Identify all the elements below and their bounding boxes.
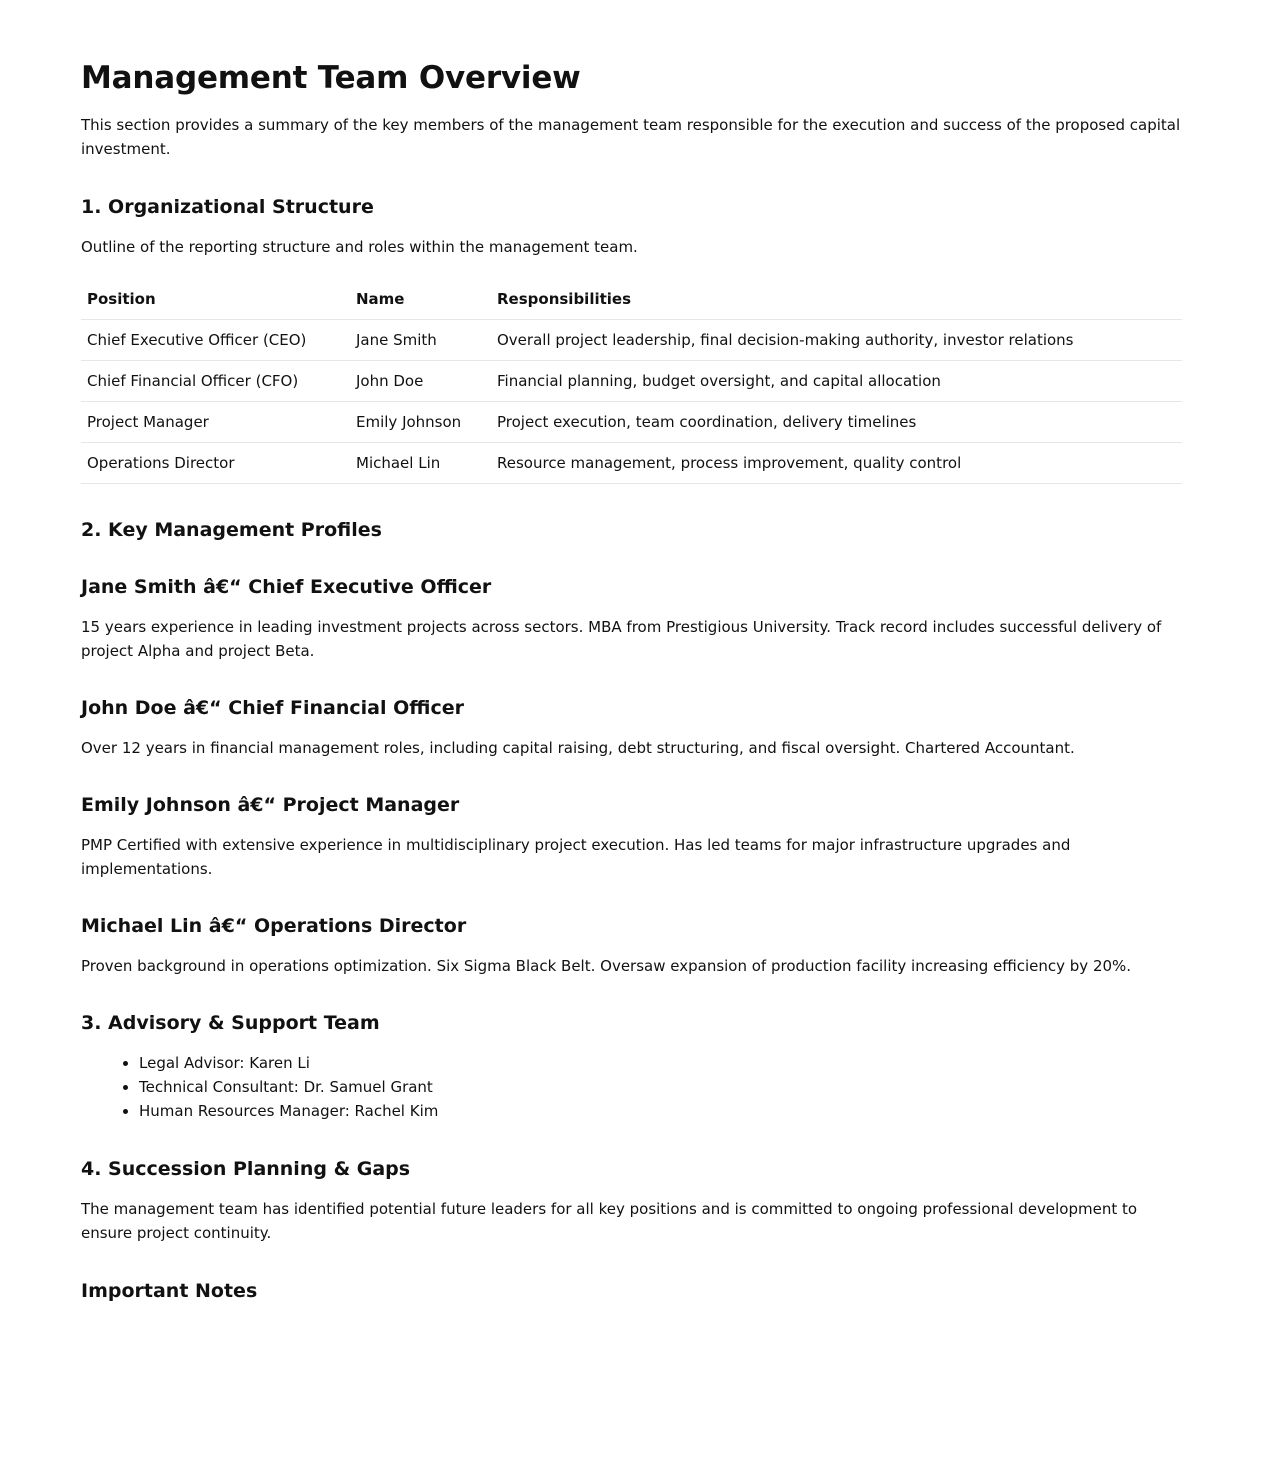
advisory-list: [81, 1051, 1182, 1123]
column-header-position: Position: [81, 279, 350, 320]
profile-text-emily-johnson: PMP Certified with extensive experience in multidisciplinary project execution. Has led teams for major infrastructure upgrades and implementations.: [81, 836, 1071, 879]
table-row: [81, 320, 1182, 361]
list-item: • Technical Consultant: Dr. Samuel Grant: [139, 1075, 1182, 1099]
list-item: • Legal Advisor: Karen Li: [139, 1051, 1182, 1075]
table-row: [81, 361, 1182, 402]
cell-name: Jane Smith: [350, 320, 491, 361]
table-row: [81, 402, 1182, 443]
page-title: Management Team Overview: [81, 60, 581, 96]
cell-responsibilities: Resource management, process improvement, quality control: [491, 443, 1182, 484]
column-header-name: Name: [350, 279, 491, 320]
column-header-responsibilities: Responsibilities: [491, 279, 1182, 320]
table-header-row: [81, 279, 1182, 320]
section-heading-important-notes: Important Notes: [81, 1280, 258, 1303]
org-structure-table: [81, 279, 1182, 484]
profile-title-emily-johnson: Emily Johnson â€“ Project Manager: [81, 794, 460, 817]
profile-text-john-doe: Over 12 years in financial management roles, including capital raising, debt structuring, and fiscal oversight. Chartered Accountant.: [81, 739, 1075, 758]
cell-responsibilities: Financial planning, budget oversight, and capital allocation: [491, 361, 1182, 402]
section-heading-key-profiles: 2. Key Management Profiles: [81, 519, 382, 542]
intro-paragraph: This section provides a summary of the key members of the management team responsible for the execution and success of the proposed capital investment.: [81, 116, 1181, 159]
cell-responsibilities: Project execution, team coordination, delivery timelines: [491, 402, 1182, 443]
cell-name: Michael Lin: [350, 443, 491, 484]
cell-position: Project Manager: [81, 402, 350, 443]
section-heading-org-structure: 1. Organizational Structure: [81, 196, 374, 219]
profile-title-john-doe: John Doe â€“ Chief Financial Officer: [81, 697, 464, 720]
table-row: [81, 443, 1182, 484]
cell-responsibilities: Overall project leadership, final decision-making authority, investor relations: [491, 320, 1182, 361]
section-heading-advisory: 3. Advisory & Support Team: [81, 1012, 380, 1035]
cell-position: Chief Financial Officer (CFO): [81, 361, 350, 402]
section-heading-succession: 4. Succession Planning & Gaps: [81, 1158, 411, 1181]
succession-text: The management team has identified potential future leaders for all key positions and is committed to ongoing professional development to ensure project continuity.: [81, 1200, 1138, 1243]
profile-text-michael-lin: Proven background in operations optimization. Six Sigma Black Belt. Oversaw expansion of production facility increasing efficiency by 20%.: [81, 957, 1132, 976]
cell-position: Operations Director: [81, 443, 350, 484]
cell-position: Chief Executive Officer (CEO): [81, 320, 350, 361]
profile-title-jane-smith: Jane Smith â€“ Chief Executive Officer: [81, 576, 492, 599]
org-structure-description: Outline of the reporting structure and roles within the management team.: [81, 238, 638, 257]
cell-name: Emily Johnson: [350, 402, 491, 443]
profile-title-michael-lin: Michael Lin â€“ Operations Director: [81, 915, 467, 938]
cell-name: John Doe: [350, 361, 491, 402]
profile-text-jane-smith: 15 years experience in leading investment projects across sectors. MBA from Prestigious University. Track record includes successful delivery of project Alpha and project Beta.: [81, 618, 1162, 661]
list-item: • Human Resources Manager: Rachel Kim: [139, 1099, 1182, 1123]
